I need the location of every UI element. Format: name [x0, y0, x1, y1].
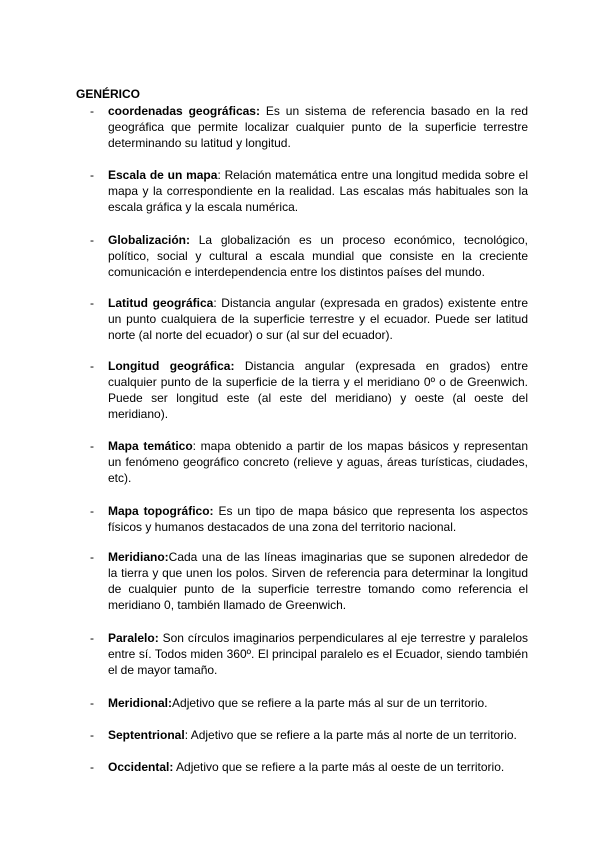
entry-body [108, 232, 528, 280]
entry-body [108, 695, 528, 711]
entry-term: Longitud geográfica: [108, 359, 235, 373]
glossary-entry [90, 438, 528, 486]
entry-text: Adjetivo que se refiere a la parte más al sur de un territorio. [172, 696, 488, 710]
entry-body [108, 759, 528, 775]
bullet-dash: - [90, 728, 94, 742]
glossary-entry [90, 167, 528, 215]
glossary-entry [90, 727, 528, 743]
entry-text: : Adjetivo que se refiere a la parte más al norte de un territorio. [184, 728, 517, 742]
bullet-dash: - [90, 233, 94, 247]
bullet-dash: - [90, 296, 94, 310]
entry-body [108, 503, 528, 535]
glossary-entry [90, 759, 528, 775]
glossary-entry [90, 503, 528, 535]
entry-body [108, 727, 528, 743]
entry-term: Meridional: [108, 696, 173, 710]
bullet-dash: - [90, 168, 94, 182]
entry-term: Septentrional [108, 728, 185, 742]
entry-text: Adjetivo que se refiere a la parte más al oeste de un territorio. [173, 760, 505, 774]
glossary-entry [90, 549, 528, 613]
glossary-entry [90, 103, 528, 151]
bullet-dash: - [90, 504, 94, 518]
glossary-entry [90, 358, 528, 422]
entry-term: Latitud geográfica [108, 296, 214, 310]
entry-term: coordenadas geográficas: [108, 104, 260, 118]
entry-term: Escala de un mapa [108, 168, 218, 182]
entry-text: Es un sistema de referencia basado en la red geográfica que permite localizar cualquier punto de la superficie terrestre determinando su latitud y longitud. [108, 104, 528, 150]
entry-term: Paralelo: [108, 631, 159, 645]
entry-text: : Distancia angular (expresada en grados) existente entre un punto cualquiera de la superficie terrestre y el ecuador. Puede ser latitud norte (al norte del ecuador) o sur (al sur del ecuador). [108, 296, 528, 342]
entry-text: : Relación matemática entre una longitud medida sobre el mapa y la correspondiente en la realidad. Las escalas más habituales son la escala gráfica y la escala numérica. [108, 168, 529, 214]
entry-text: Cada una de las líneas imaginarias que se suponen alrededor de la tierra y que unen los polos. Sirven de referencia para determinar la longitud de cualquier punto de la superficie terrestre tomando como referencia el meridiano 0, también llamado de Greenwich. [108, 550, 528, 612]
bullet-dash: - [90, 760, 94, 774]
glossary-entry [90, 295, 528, 343]
section-heading: GENÉRICO [76, 87, 141, 101]
bullet-dash: - [90, 550, 94, 564]
entry-body [108, 103, 528, 151]
bullet-dash: - [90, 696, 94, 710]
entry-text: Son círculos imaginarios perpendiculares al eje terrestre y paralelos entre sí. Todos miden 360º. El principal paralelo es el Ecuador, siendo también el de mayor tamaño. [108, 631, 528, 677]
glossary-entry [90, 232, 528, 280]
entry-text: Distancia angular (expresada en grados) entre cualquier punto de la superficie de la tierra y el meridiano 0º o de Greenwich. Puede ser longitud este (al este del meridiano) y oeste (al oeste del meridiano). [108, 359, 529, 421]
entry-text: Es un tipo de mapa básico que representa los aspectos físicos y humanos destacados de una zona del territorio nacional. [108, 504, 528, 534]
bullet-dash: - [90, 439, 94, 453]
entry-body [108, 438, 528, 486]
entry-body [108, 295, 528, 343]
entry-term: Occidental: [108, 760, 174, 774]
entry-body [108, 630, 528, 678]
bullet-dash: - [90, 359, 94, 373]
entry-term: Mapa temático [108, 439, 193, 453]
glossary-entry [90, 630, 528, 678]
glossary-entry [90, 695, 528, 711]
bullet-dash: - [90, 631, 94, 645]
entry-body [108, 167, 528, 215]
entry-body [108, 358, 528, 422]
entry-term: Globalización: [108, 233, 191, 247]
entry-body [108, 549, 528, 613]
entry-text: : mapa obtenido a partir de los mapas básicos y representan un fenómeno geográfico concreto (relieve y aguas, áreas turísticas, ciudades, etc). [108, 439, 528, 485]
entry-text: La globalización es un proceso económico, tecnológico, político, social y cultural a escala mundial que consiste en la creciente comunicación e interdependencia entre los distintos países del mundo. [108, 233, 528, 279]
entry-term: Mapa topográfico: [108, 504, 214, 518]
bullet-dash: - [90, 104, 94, 118]
entry-term: Meridiano: [108, 550, 169, 564]
